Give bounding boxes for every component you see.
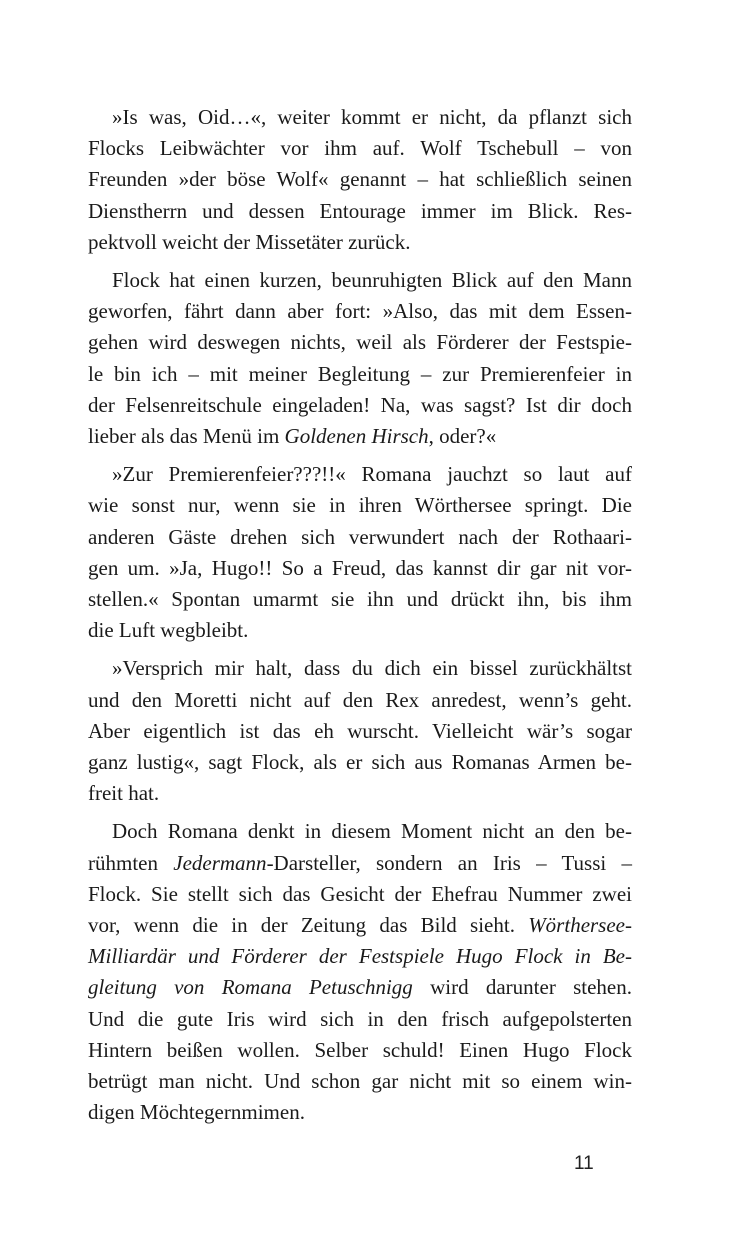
text-line: [88, 296, 632, 327]
text-line: [88, 102, 632, 133]
text-segment: Flocks Leibwächter vor ihm auf. Wolf Tschebull – von: [88, 136, 632, 161]
book-page-text: [88, 102, 632, 1136]
text-line: [88, 1097, 632, 1128]
text-line: [88, 685, 632, 716]
text-segment: »Versprich mir halt, dass du dich ein bissel zurückhältst: [112, 656, 632, 681]
italic-text: Wörthersee-: [528, 913, 632, 938]
text-segment: geworfen, fährt dann aber fort: »Also, das mit dem Essen-: [88, 299, 632, 324]
text-segment: Flock. Sie stellt sich das Gesicht der Ehefrau Nummer zwei: [88, 881, 632, 906]
text-line: [88, 164, 632, 195]
text-line: [88, 747, 632, 778]
text-segment: gen um. »Ja, Hugo!! So a Freud, das kannst dir gar nit vor-: [88, 555, 632, 580]
text-line: [88, 1066, 632, 1097]
text-line: [88, 1035, 632, 1066]
text-segment: Doch Romana denkt in diesem Moment nicht an den be-: [112, 819, 632, 844]
text-segment: le bin ich – mit meiner Begleitung – zur Premierenfeier in: [88, 361, 632, 386]
text-segment: die Luft wegbleibt.: [88, 618, 249, 643]
text-segment: rühmten: [88, 850, 174, 875]
text-segment: stellen.« Spontan umarmt sie ihn und drückt ihn, bis ihm: [88, 587, 632, 612]
text-line: [88, 653, 632, 684]
text-line: [88, 490, 632, 521]
text-line: [88, 778, 632, 809]
text-segment: vor, wenn die in der Zeitung das Bild sieht.: [88, 913, 529, 938]
text-line: [88, 265, 632, 296]
paragraph: [88, 816, 632, 1128]
text-segment: -Darsteller, sondern an Iris – Tussi –: [266, 850, 632, 875]
text-line: [88, 133, 632, 164]
text-line: [88, 584, 632, 615]
text-segment: und den Moretti nicht auf den Rex anredest, wenn’s geht.: [88, 687, 632, 712]
text-line: [88, 459, 632, 490]
text-line: [88, 522, 632, 553]
paragraph: [88, 653, 632, 809]
text-segment: lieber als das Menü im: [88, 424, 285, 449]
text-segment: Flock hat einen kurzen, beunruhigten Blick auf den Mann: [112, 268, 632, 293]
text-segment: wird darunter stehen.: [412, 975, 632, 1000]
text-segment: wie sonst nur, wenn sie in ihren Wörthersee springt. Die: [88, 493, 632, 518]
paragraph: [88, 102, 632, 258]
text-line: [88, 941, 632, 972]
text-segment: der Felsenreitschule eingeladen! Na, was sagst? Ist dir doch: [88, 392, 632, 417]
text-line: [88, 196, 632, 227]
text-line: [88, 553, 632, 584]
text-line: [88, 390, 632, 421]
paragraph: [88, 459, 632, 646]
text-line: [88, 327, 632, 358]
text-line: [88, 972, 632, 1003]
text-line: [88, 716, 632, 747]
text-line: [88, 1004, 632, 1035]
text-line: [88, 227, 632, 258]
text-line: [88, 359, 632, 390]
text-segment: Und die gute Iris wird sich in den frisch aufgepolsterten: [88, 1006, 632, 1031]
italic-text: Milliardär und Förderer der Festspiele Hugo Flock in Be-: [88, 944, 632, 969]
text-segment: anderen Gäste drehen sich verwundert nach der Rothaari-: [88, 524, 632, 549]
italic-text: Goldenen Hirsch: [284, 424, 429, 449]
text-segment: ganz lustig«, sagt Flock, als er sich aus Romanas Armen be-: [88, 750, 632, 775]
text-segment: freit hat.: [88, 781, 160, 806]
text-line: [88, 615, 632, 646]
text-segment: Dienstherrn und dessen Entourage immer im Blick. Res-: [88, 198, 632, 223]
italic-text: Jedermann: [173, 850, 267, 875]
text-segment: »Is was, Oid…«, weiter kommt er nicht, da pflanzt sich: [112, 105, 632, 129]
text-segment: gehen wird deswegen nichts, weil als Förderer der Festspie-: [88, 330, 632, 355]
text-segment: , oder?«: [428, 424, 497, 449]
text-line: [88, 910, 632, 941]
italic-text: gleitung von Romana Petuschnigg: [88, 975, 413, 1000]
text-segment: Hintern beißen wollen. Selber schuld! Einen Hugo Flock: [88, 1037, 632, 1062]
text-segment: Freunden »der böse Wolf« genannt – hat schließlich seinen: [88, 167, 632, 192]
text-segment: digen Möchtegernmimen.: [88, 1100, 305, 1125]
text-line: [88, 879, 632, 910]
page-number: 11: [574, 1153, 594, 1174]
text-segment: pektvoll weicht der Missetäter zurück.: [88, 229, 411, 254]
text-line: [88, 848, 632, 879]
text-segment: »Zur Premierenfeier???!!« Romana jauchzt so laut auf: [112, 462, 632, 487]
text-segment: Aber eigentlich ist das eh wurscht. Vielleicht wär’s sogar: [88, 718, 632, 743]
paragraph: [88, 265, 632, 452]
text-line: [88, 421, 632, 452]
text-segment: betrügt man nicht. Und schon gar nicht mit so einem win-: [88, 1069, 632, 1094]
text-line: [88, 816, 632, 847]
